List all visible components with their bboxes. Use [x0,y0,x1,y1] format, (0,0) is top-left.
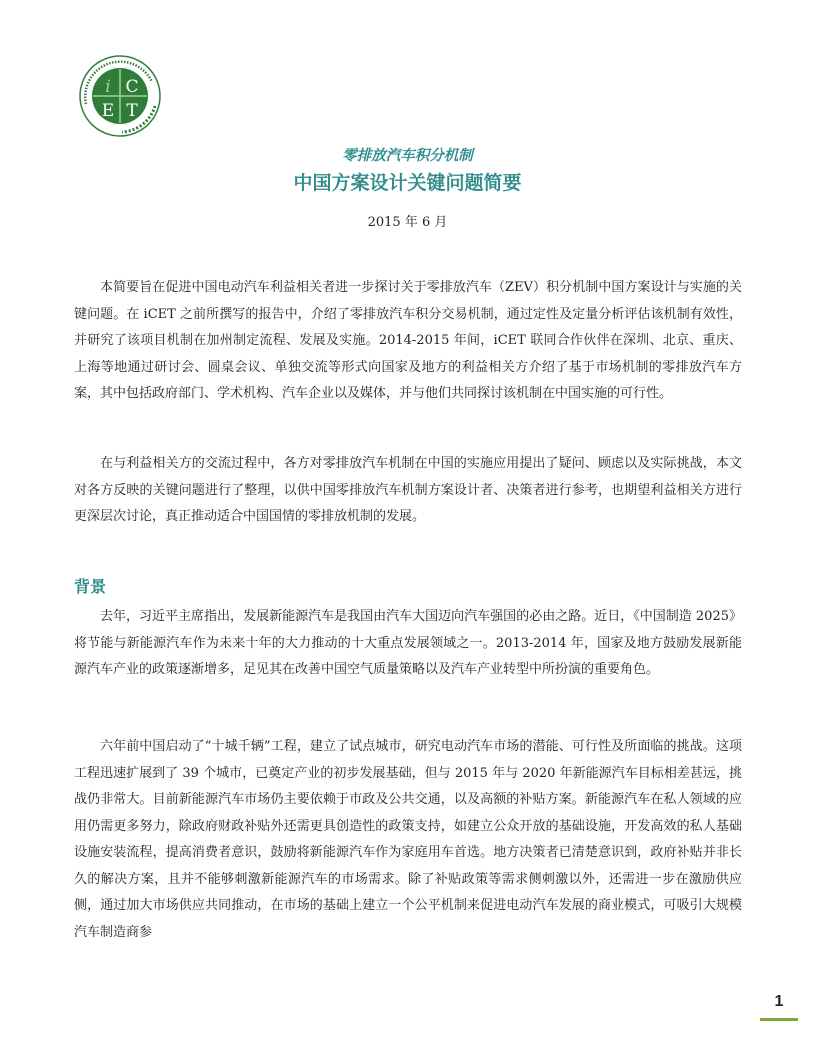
document-title: 中国方案设计关键问题简要 [293,172,522,194]
logo-letter-c: C [125,77,139,97]
page-number-rule [760,1018,798,1021]
intro-paragraph: 本简要旨在促进中国电动汽车利益相关者进一步探讨关于零排放汽车（ZEV）积分机制中国方案设计与实施的关键问题。在 iCET 之前所撰写的报告中，介绍了零排放汽车积分交易机制，通过定性及定量分析评估该机制有效性，并研究了该项目机制在加州制定流程、发展及实施。2014-2015 年间，iCET 联同合作伙伴在深圳、北京、重庆、上海等地通过研讨会、圆桌会议、单独交流等形式向国家及地方的利益相关方介绍了基于市场机制的零排放汽车方案，其中包括政府部门、学术机构、汽车企业以及媒体，并与他们共同探讨该机制在中国实施的可行性。 [74,280,742,401]
feedback-paragraph-block [74,451,742,531]
background-paragraph-1-block [74,604,742,684]
feedback-paragraph: 在与利益相关方的交流过程中，各方对零排放汽车机制在中国的实施应用提出了疑问、顾虑以及实际挑战，本文对各方反映的关键问题进行了整理，以供中国零排放汽车机制方案设计者、决策者进行参考，也期望利益相关方进行更深层次讨论，真正推动适合中国国情的零排放机制的发展。 [74,456,742,524]
document-subtitle: 零排放汽车积分机制 [342,148,473,164]
background-paragraph-2: 六年前中国启动了“十城千辆”工程，建立了试点城市，研究电动汽车市场的潜能、可行性及所面临的挑战。这项工程迅速扩展到了 39 个城市，已奠定产业的初步发展基础，但与 2015 年与 2020 年新能源汽车目标相差甚远，挑战仍非常大。目前新能源汽车市场仍主要依赖于市政及公共交通，以及高额的补贴方案。新能源汽车在私人领域的应用仍需更多努力，除政府财政补贴外还需更具创造性的政策支持，如建立公众开放的基础设施，开发高效的私人基础设施安装流程，提高消费者意识，鼓励将新能源汽车作为家庭用车首选。地方决策者已清楚意识到，政府补贴并非长久的解决方案，且并不能够刺激新能源汽车的市场需求。除了补贴政策等需求侧刺激以外，还需进一步在激励供应侧，通过加大市场供应共同推动，在市场的基础上建立一个公平机制来促进电动汽车发展的商业模式，可吸引大规模汽车制造商参 [74,739,742,940]
section-heading-background: 背景 [74,577,107,596]
logo-letter-t: T [126,101,138,121]
document-date: 2015 年 6 月 [367,215,448,230]
icet-logo [78,54,162,138]
background-paragraph-2-block [74,734,742,956]
logo-letter-i: i [105,77,111,97]
intro-paragraph-block [74,275,742,408]
background-paragraph-1: 去年，习近平主席指出，发展新能源汽车是我国由汽车大国迈向汽车强国的必由之路。近日，《中国制造 2025》将节能与新能源汽车作为未来十年的大力推动的十大重点发展领域之一。2013-2014 年，国家及地方鼓励发展新能源汽车产业的政策逐渐增多，足见其在改善中国空气质量策略以及汽车产业转型中所扮演的重要角色。 [74,609,742,677]
page-number: 1 [774,993,784,1010]
logo-letter-e: E [101,101,115,121]
